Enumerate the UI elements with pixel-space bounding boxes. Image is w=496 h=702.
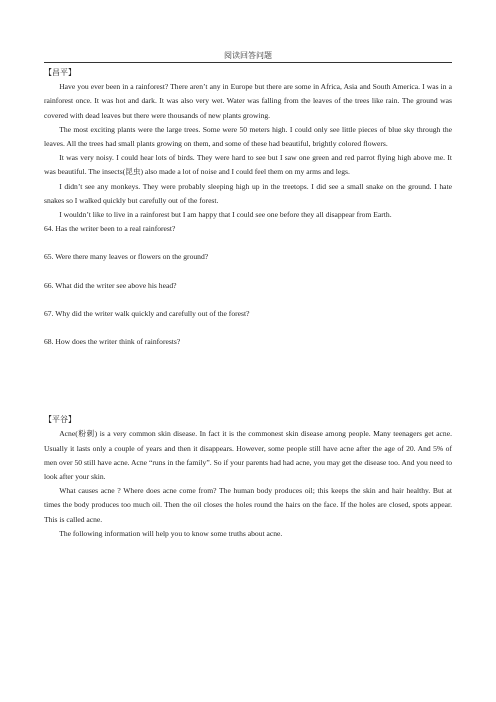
- section-tag-pinggu: 【平谷】: [44, 415, 76, 425]
- question-67: 67. Why did the writer walk quickly and carefully out of the forest?: [44, 308, 250, 318]
- passage-paragraph: It was very noisy. I could hear lots of birds. They were hard to see but I saw one green and red parrot flying high above me. It was beautiful. The insects(昆虫) also made a lot of noise and I could feel them on my arms and legs.: [44, 153, 452, 177]
- passage-paragraph: Have you ever been in a rainforest? There aren’t any in Europe but there are some in Africa, Asia and South America. I was in a rainforest once. It was hot and dark. It was also very wet. Water was falling from the leaves of the trees like rain. The ground was covered with dead leaves but there were thousands of new plants growing.: [44, 82, 452, 120]
- passage-paragraph: The following information will help you to know some truths about acne.: [59, 528, 283, 538]
- page-header-title: 阅读回答问题: [224, 51, 272, 60]
- question-66: 66. What did the writer see above his head?: [44, 280, 177, 290]
- section-spacer: [44, 349, 452, 413]
- question-64: 64. Has the writer been to a real rainforest?: [44, 224, 176, 234]
- passage-paragraph: Acne(粉刺) is a very common skin disease. In fact it is the commonest skin disease among people. Many teenagers get acne. Usually it lasts only a couple of years and then it disappears. However, some people still have acne after the age of 20. And 5% of men over 50 still have acne. Acne “runs in the family”. So if your parents had had acne, you may get the disease too. And you need to look after your skin.: [44, 429, 452, 482]
- answer-space: [44, 236, 452, 250]
- answer-space: [44, 265, 452, 279]
- passage-paragraph: I didn’t see any monkeys. They were probably sleeping high up in the treetops. I did see a small snake on the ground. I hate snakes so I walked quickly but carefully out of the forest.: [44, 181, 452, 205]
- passage-paragraph: The most exciting plants were the large trees. Some were 50 meters high. I could only see little pieces of blue sky through the leaves. All the trees had small plants growing on them, and some of these had beautiful, brightly colored flowers.: [44, 124, 452, 149]
- answer-space: [44, 321, 452, 335]
- header-divider: [44, 62, 452, 63]
- question-68: 68. How does the writer think of rainforests?: [44, 337, 181, 347]
- question-65: 65. Were there many leaves or flowers on the ground?: [44, 252, 209, 262]
- passage-paragraph: What causes acne ? Where does acne come from? The human body produces oil; this keeps the skin and hair healthy. But at times the body produces too much oil. Then the oil closes the holes round the hairs on the face. If the holes are closed, spots appear. This is called acne.: [44, 486, 452, 524]
- section-tag-changping: 【昌平】: [44, 68, 76, 77]
- passage-paragraph: I wouldn’t like to live in a rainforest but I am happy that I could see one before they all disappear from Earth.: [59, 210, 392, 220]
- answer-space: [44, 293, 452, 307]
- document-body: [44, 66, 452, 541]
